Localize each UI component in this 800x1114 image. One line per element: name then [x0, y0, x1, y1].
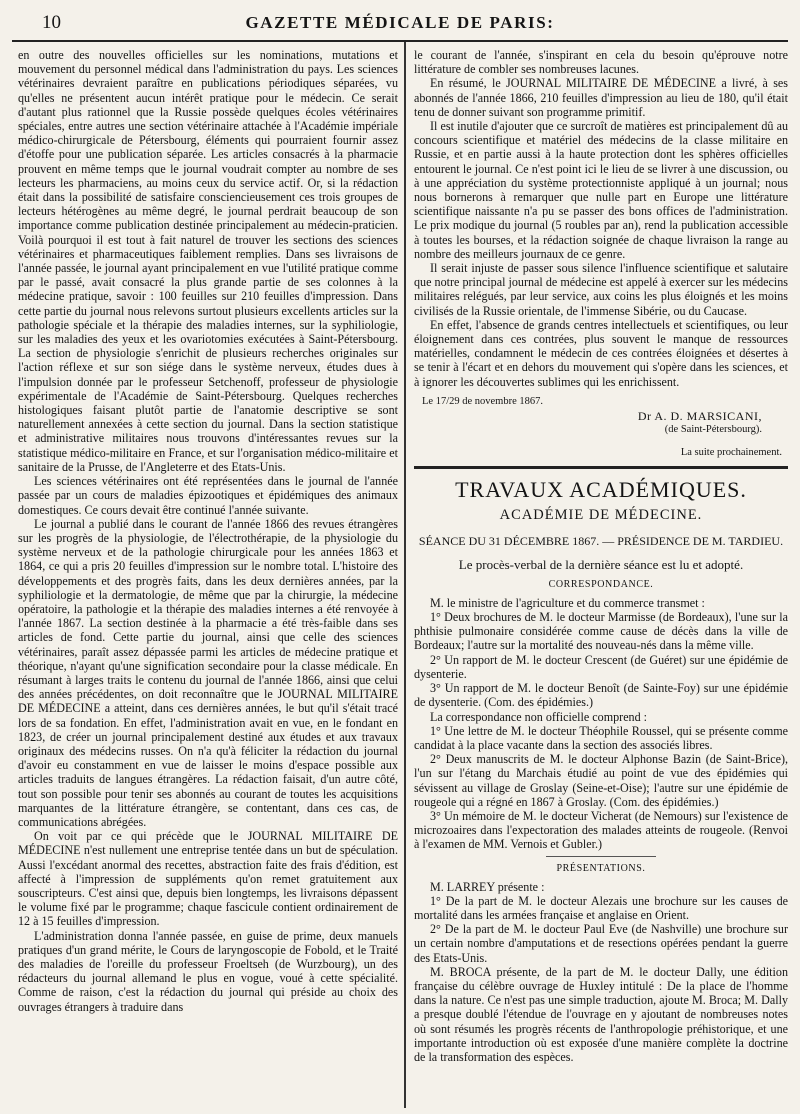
article-paragraph: Le journal a publié dans le courant de l'année 1866 des revues étrangères sur les progrès de la physiologie, de l'électrothérapie, de la physiologie du système nerveux et de la pathologie chirurgicale pour les années 1863 et 1864, ce qui a pris 20 feuilles d'impression sur le nombre total. L'histoire des développements et des progrès faits, dans les deux dernières années, par la syphiliologie et la dermatologie, de même que par la chirurgie, la médecine opératoire, la pathologie et la thérapie des maladies internes a été renvoyée à l'année 1867. La section destinée à la pharmacie a été très-faible dans ses articles de fond. Cette partie du journal, ainsi que celle des sciences vétérinaires, paraît assez dépassée parmi les articles de médecine pratique et théorique, n'ayant qu'une signification secondaire pour la classe médicale. En résumant à larges traits le contenu du journal de l'année 1866, ainsi que celui des années précédentes, on doit reconnaître que le JOURNAL MILITAIRE DE MÉDECINE a atteint, dans ces dernières années, le but qu'il s'était tracé lors de sa fondation. En effet, l'administration avait en vue, en le fondant en 1823, de créer un journal principalement destiné aux études et aux travaux originaux des médecins russes. On n'a qu'à féliciter la rédaction du journal d'avoir eu constamment en vue de laisser le moins d'espace possible aux articles traduits de langues étrangères. La rédaction faisait, d'un autre côté, tout son possible pour tenir ses abonnés au courant de toutes les acquisitions marquantes de la littérature étrangère, se contentant, dans ces cas, de communications abrégées. [18, 516, 398, 829]
page-number: 10 [42, 12, 61, 33]
correspondence-item: 1° Deux brochures de M. le docteur Marmisse (de Bordeaux), l'une sur la phthisie pulmonaire considérée comme cause de décès dans la ville de Bordeaux; l'autre sur la mortalité des nouveau-nés dans la même ville. [414, 610, 788, 653]
article-paragraph: Les sciences vétérinaires ont été représentées dans le journal de l'année passée par un cours de maladies épizootiques et épidémiques des animaux domestiques. Ce cours devait être continué l'année suivante. [18, 474, 398, 517]
article-signature [414, 395, 788, 435]
correspondence-item: 2° Un rapport de M. le docteur Crescent (de Guéret) sur une épidémie de dysenterie. [414, 652, 788, 681]
article-paragraph: Il serait injuste de passer sous silence l'influence scientifique et salutaire que notre principal journal de médecine est appelé à exercer sur les médecins militaires relégués, par leur service, aux coins les plus éloignés et les moins civilisés de la Russie orientale, de l'immense Sibérie, ou du Caucase. [414, 261, 788, 318]
session-heading: SÉANCE DU 31 DÉCEMBRE 1867. — PRÉSIDENCE DE M. TARDIEU. [418, 533, 784, 548]
minutes-note: Le procès-verbal de la dernière séance est lu et adopté. [458, 556, 744, 572]
article-paragraph: Il est inutile d'ajouter que ce surcroît de matières est principalement dû au concours scientifique et matériel des médecins de la classe militaire en Russie, et en partie aussi à la haute protection dont les sphères officielles entourent le journal. Ce n'est point ici le lieu de se livrer à une discussion, ou à une appréciation du système protectionniste appliqué à un journal; nous nous bornerons à remarquer que nulle part en Europe une littérature scientifique naissante n'a pu se passer des bons offices de l'administration. Le prix modique du journal (5 roubles par an), rend la publication accessible à toutes les bourses, et la rédaction soignée de chaque livraison la range au nombre des meilleurs journaux de ce genre. [414, 119, 788, 261]
article-paragraph: en outre des nouvelles officielles sur les nominations, mutations et mouvement du personnel médical dans l'administration du pays. Les sciences vétérinaires devraient paraître en publications périodiques séparées, vu qu'elles ne présentent aucun intérêt pratique pour le médecin. Ce serait d'autant plus rationnel que la Russie possède quelques écoles vétérinaires spéciales, entre autres une section vétérinaire attachée à l'Académie impériale médico-chirurgicale de Pétersbourg, éléments qui pourraient fournir assez d'étoffe pour une publication séparée. Les articles consacrés à la pharmacie prouvent en même temps que le journal voudrait compter au nombre de ses lecteurs les pharmaciens, au moins ceux du service actif. Or, si la rédaction était dans la possibilité de satisfaire consciencieusement ces trois groupes de lecteurs hétérogènes au même degré, le journal perdrait beaucoup de son importance comme publication destinée principalement au médecin-praticien. Voilà pourquoi il est tout à fait naturel de trouver les sections des sciences vétérinaires et pharmaceutiques faiblement remplies. Dans ses livraisons de l'année passée, le journal ayant principalement en vue l'utilité pratique comme par le passé, avait consacré la plus grande partie de ses colonnes à la médecine pratique, savoir : 100 feuilles sur 210 feuilles d'impression. Dans cette partie du journal nous relevons surtout plusieurs excellents articles sur la pathologie spéciale et la thérapie des maladies internes, sur la syphiliologie, sur les maladies des yeux et les ovariotomies exécutées à Saint-Pétersbourg. La section de physiologie s'enrichit de plusieurs recherches originales sur l'action réflexe et sur son siége dans le système nerveux, études dues à l'impulsion donnée par le professeur Setchenoff, professeur de physiologie expérimentale de l'Académie de Saint-Pétersbourg. Quelques recherches histologiques faisant plutôt partie de l'anatomie descriptive se sont naturellement annexées à cette section du journal. Dans la section statistique et administrative militaires nous trouvons d'intéressantes revues sur la statistique médico-militaire en France, et sur l'organisation médico-militaire et sanitaire de la Prusse, de l'Angleterre et des Etats-Unis. [18, 48, 398, 474]
column-divider [404, 42, 406, 1108]
correspondence-item: 3° Un mémoire de M. le docteur Vicherat (de Nemours) sur l'existence de microzoaires dans l'expectoration des malades atteints de rougeole. (Renvoi à l'examen de MM. Vernois et Gubler.) [414, 808, 788, 852]
left-column [18, 48, 398, 1110]
section-separator [414, 466, 788, 469]
section-subtitle: ACADÉMIE DE MÉDECINE. [499, 506, 703, 523]
presentation-item: 2° De la part de M. le docteur Paul Eve (de Nashville) une brochure sur un certain nombre d'amputations et de resections opérées pendant la guerre des Etats-Unis. [414, 922, 788, 965]
article-paragraph: le courant de l'année, s'inspirant en cela du besoin qu'éprouve notre littérature de combler ses nombreuses lacunes. [414, 48, 788, 77]
signature-date: Le 17/29 de novembre 1867. [422, 395, 544, 407]
correspondence-item: La correspondance non officielle comprend : [430, 709, 648, 724]
journal-title: GAZETTE MÉDICALE DE PARIS: [245, 13, 555, 32]
short-separator [546, 856, 656, 857]
signature-place: (de Saint-Pétersbourg). [664, 423, 762, 435]
section-title: TRAVAUX ACADÉMIQUES. [455, 476, 747, 502]
correspondence-item: 1° Une lettre de M. le docteur Théophile Roussel, qui se présente comme candidat à la place vacante dans la section des associés libres. [414, 723, 788, 752]
signature-author: Dr A. D. MARSICANI, [637, 408, 762, 423]
right-column [414, 48, 788, 1110]
presentation-item: M. LARREY présente : [430, 879, 545, 894]
article-paragraph: On voit par ce qui précède que le JOURNAL MILITAIRE DE MÉDECINE n'est nullement une entreprise tentée dans un but de spéculation. Aussi l'excédant anormal des recettes, abstraction faite des frais d'édition, est affecté à l'impression de suppléments qu'on remet gratuitement aux souscripteurs. C'est ainsi que, depuis bien longtemps, les livraisons dépassent le volume fixé par le programme; chaque fascicule contient ordinairement de 12 à 15 feuilles d'impression. [18, 829, 398, 929]
presentations-heading: PRÉSENTATIONS. [556, 862, 646, 874]
presentation-item: M. BROCA présente, de la part de M. le docteur Dally, une édition française du célèbre ouvrage de Huxley intitulé : De la place de l'homme dans la nature. Ce n'est pas une simple traduction, ajoute M. Broca; M. Dally a presque doublé l'étendue de l'ouvrage en y ajoutant de nombreuses notes où sont résumés les progrès récents de l'anthropologie préhistorique, et une importante introduction où est exposée d'une manière complète la doctrine de la transformation des espèces. [414, 964, 788, 1064]
article-paragraph: En résumé, le JOURNAL MILITAIRE DE MÉDECINE a livré, à ses abonnés de l'année 1866, 210 feuilles d'impression au lieu de 180, qu'il était tenu de donner suivant son programme primitif. [414, 76, 788, 119]
correspondence-item: 3° Un rapport de M. le docteur Benoît (de Sainte-Foy) sur une épidémie de dysenterie. (Com. des épidémies.) [414, 681, 788, 710]
correspondence-item: M. le ministre de l'agriculture et du commerce transmet : [430, 595, 705, 610]
correspondence-item: 2° Deux manuscrits de M. le docteur Alphonse Bazin (de Saint-Brice), l'un sur l'étang du Marchais étudié au point de vue des épidémies qui sévissent au village de Groslay (Seine-et-Oise); l'autre sur une épidémie de rougeole qui a régné en 1867 à Groslay. (Com. des épidémies.) [414, 752, 788, 809]
page-header [12, 10, 788, 42]
to-be-continued-note: La suite prochainement. [680, 446, 782, 458]
article-paragraph: L'administration donna l'année passée, en guise de prime, deux manuels pratiques d'un grand mérite, le Cours de laryngoscopie de Fobold, et le Traité des maladies de l'oreille du professeur Froeltseh (de Wurzbourg), un des rédacteurs du journal allemand le plus en vogue, voué à cette spécialité. Comme de raison, c'est la rédaction du journal qui préside au choix des ouvrages étrangers à traduire dans [18, 928, 398, 1014]
presentation-item: 1° De la part de M. le docteur Alezais une brochure sur les causes de mortalité dans les armées française et anglaise en Orient. [414, 893, 788, 922]
article-paragraph: En effet, l'absence de grands centres intellectuels et scientifiques, ou leur éloignement dans ces contrées, plus souvent le manque de ressources matérielles, condamnent le médecin de ces contrées éloignées et désertes à se tenir à l'écart et en dehors du mouvement qui s'opère dans les sciences, et à ignorer les découvertes sublimes qui les enrichissent. [414, 317, 788, 389]
correspondence-heading: CORRESPONDANCE. [548, 578, 654, 590]
